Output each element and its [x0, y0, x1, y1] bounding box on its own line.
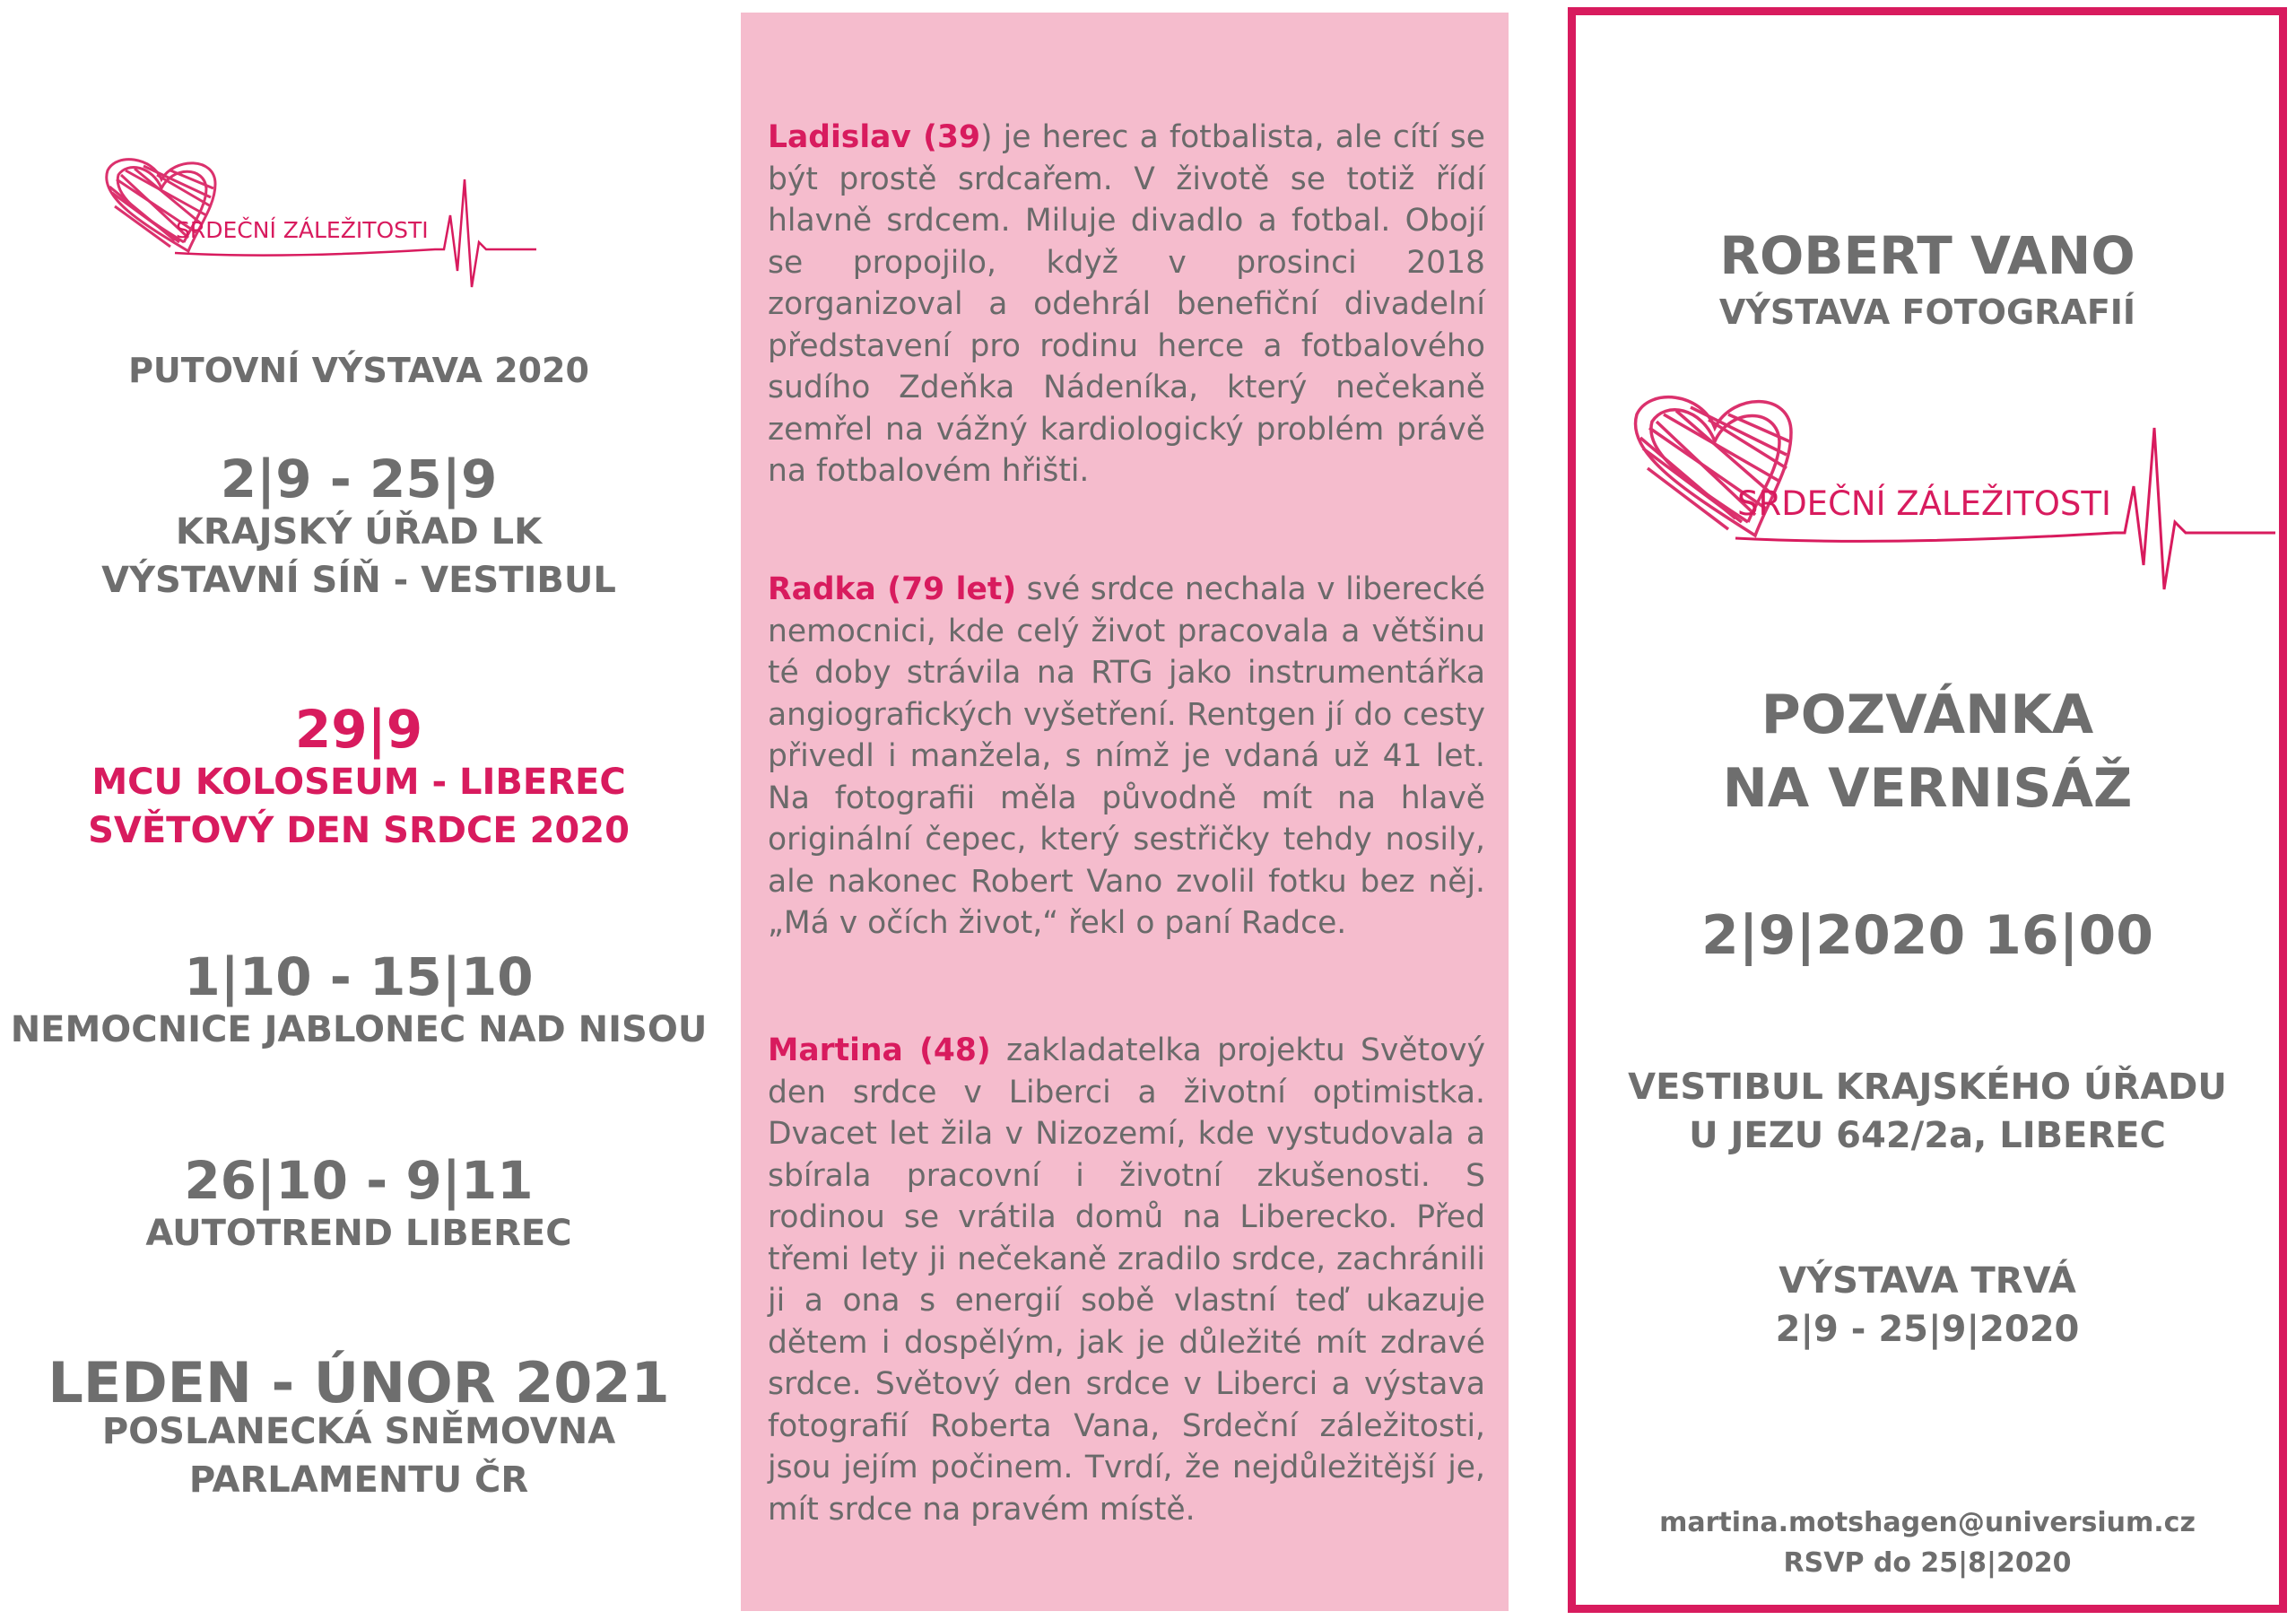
stop-2-date: 29|9: [294, 699, 423, 760]
paragraph-text: zakladatelka projektu Světový den srdce v Liberci a životní optimistka. Dvacet let žila v Nizozemí, kde vystudovala a sbírala pracovní i životní zkušenosti. S rodinou se vrátila domů na Liberecko. Před třemi lety ji nečekaně zradilo srdce, zachránili ji a ona s energií sobě vlastní teď ukazuje dětem i dospělým, jak je důležité mít zdravé srdce. Světový den srdce v Liberci a výstava fotografií Roberta Vana, Srdeční záležitosti, jsou jejím počinem. Tvrdí, že nejdůležitější je, mít srdce na pravém místě.: [768, 1032, 1486, 1528]
stop-5-place-detail: PARLAMENTU ČR: [188, 1459, 529, 1501]
stop-4-date: 26|10 - 9|11: [184, 1150, 534, 1211]
duration-dates: 2|9 - 25|9|2020: [1775, 1309, 2080, 1350]
venue-name: VESTIBUL KRAJSKÉHO ÚŘADU: [1628, 1067, 2227, 1108]
contact-email[interactable]: martina.motshagen@universium.cz: [1659, 1507, 2196, 1538]
paragraph-ladislav: [768, 117, 1485, 492]
rsvp-deadline: RSVP do 25|8|2020: [1783, 1547, 2072, 1579]
paragraph-radka: [768, 569, 1485, 945]
invitation-title: POZVÁNKA: [1761, 684, 2094, 746]
exhibition-subtitle: VÝSTAVA FOTOGRAFIÍ: [1718, 292, 2136, 332]
right-panel: [1568, 7, 2287, 1613]
logo-text: SRDEČNÍ ZÁLEŽITOSTI: [1737, 484, 2111, 523]
invitation-title-line2: NA VERNISÁŽ: [1722, 757, 2133, 820]
paragraph-martina: [768, 1030, 1485, 1530]
stop-1-place: KRAJSKÝ ÚŘAD LK: [175, 511, 543, 553]
stop-3-place: NEMOCNICE JABLONEC NAD NISOU: [10, 1009, 708, 1050]
tour-heading: PUTOVNÍ VÝSTAVA 2020: [128, 351, 589, 390]
paragraph-text: ) je herec a fotbalista, ale cítí se být prostě srdcařem. V životě se totiž řídí hlavně srdcem. Miluje divadlo a fotbal. Obojí se propojilo, když v prosinci 2018 zorganizoval a odehrál benefiční divadelní představení pro rodinu herce a fotbalového sudího Zdeňka Nádeníka, který nečekaně zemřel na vážný kardiologický problém právě na fotbalovém hřišti.: [768, 119, 1485, 489]
stop-5-place: POSLANECKÁ SNĚMOVNA: [101, 1411, 616, 1452]
stop-1-place-detail: VÝSTAVNÍ SÍŇ - VESTIBUL: [101, 560, 616, 601]
stop-2-place-detail: SVĚTOVÝ DEN SRDCE 2020: [88, 810, 630, 851]
middle-panel: [741, 13, 1509, 1611]
stop-3-date: 1|10 - 15|10: [184, 946, 534, 1007]
paragraph-lead: Ladislav (39: [768, 119, 980, 155]
stop-2-place: MCU KOLOSEUM - LIBEREC: [91, 762, 626, 803]
paragraph-lead: Radka (79 let): [768, 571, 1017, 607]
venue-address: U JEZU 642/2a, LIBEREC: [1689, 1115, 2166, 1156]
artist-name: ROBERT VANO: [1719, 225, 2135, 286]
logo: [90, 152, 547, 296]
stop-5-date: LEDEN - ÚNOR 2021: [48, 1350, 670, 1415]
logo-text: SRDEČNÍ ZÁLEŽITOSTI: [176, 217, 429, 243]
duration-label: VÝSTAVA TRVÁ: [1779, 1260, 2076, 1302]
logo: [1612, 388, 2284, 594]
vernissage-datetime: 2|9|2020 16|00: [1700, 904, 2154, 967]
left-panel: [0, 0, 718, 1620]
paragraph-text: své srdce nechala v liberecké nemocnici, kde celý život pracovala a většinu té doby strávila na RTG jako instrumentářka angiografických vyšetření. Rentgen jí do cesty přivedl i manžela, s nímž je vdaná už 41 let. Na fotografii měla původně mít na hlavě originální čepec, který sestřičky tehdy nosily, ale nakonec Robert Vano zvolil fotku bez něj. „Má v očích život,“ řekl o paní Radce.: [768, 571, 1485, 941]
stop-1-date: 2|9 - 25|9: [220, 449, 498, 510]
paragraph-lead: Martina (48): [768, 1032, 991, 1068]
stop-4-place: AUTOTREND LIBEREC: [145, 1213, 572, 1254]
